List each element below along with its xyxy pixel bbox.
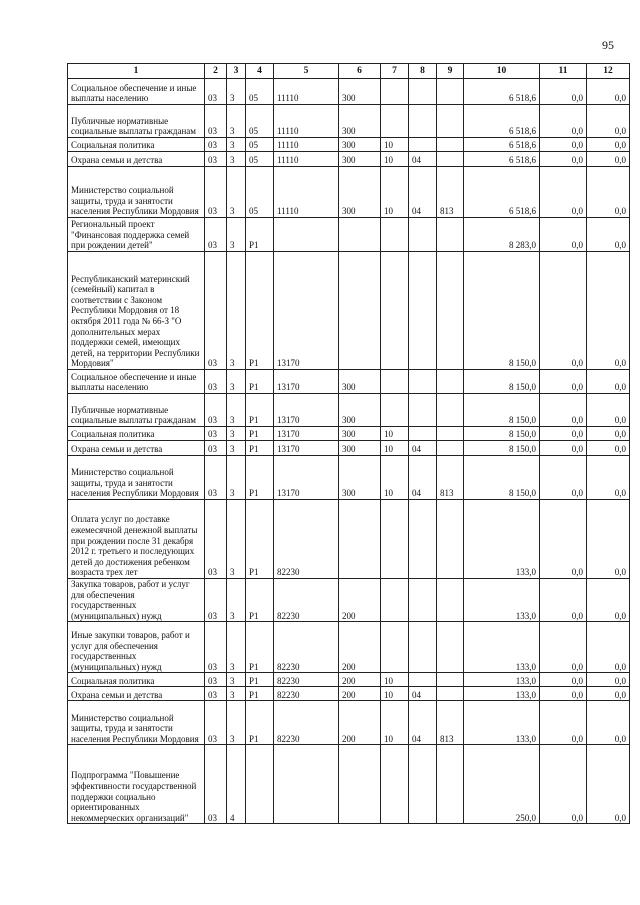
cell-col-8: 04: [409, 441, 437, 456]
cell-col-5: [274, 745, 339, 824]
row-name-cell: Республиканский материнский (семейный) капитал в соответствии с Законом Республики Мордовия от 18 октября 2011 года № 66-З "О дополнительных мерах поддержки семей, имеющих детей, на территории Республики Мордовия": [68, 252, 205, 370]
cell-col-9: [437, 394, 464, 427]
cell-col-10: 8 150,0: [464, 456, 540, 500]
cell-col-3: 3: [227, 500, 246, 579]
table-row: [68, 622, 630, 673]
cell-col-3: 3: [227, 138, 246, 152]
cell-col-4: P1: [246, 456, 274, 500]
column-header: 6: [339, 64, 381, 79]
cell-col-9: [437, 152, 464, 167]
table-row: [68, 441, 630, 456]
table-row: [68, 427, 630, 441]
cell-col-7: [381, 500, 409, 579]
cell-col-5: 11110: [274, 152, 339, 167]
cell-col-7: 10: [381, 167, 409, 218]
cell-col-4: P1: [246, 441, 274, 456]
column-header: 10: [464, 64, 540, 79]
cell-col-7: 10: [381, 441, 409, 456]
cell-col-7: [381, 394, 409, 427]
cell-col-7: 10: [381, 687, 409, 701]
table-row: [68, 252, 630, 370]
cell-col-2: 03: [205, 138, 227, 152]
cell-col-10: 133,0: [464, 701, 540, 745]
row-name-cell: Оплата услуг по доставке ежемесячной денежной выплаты при рождении после 31 декабря 2012 г. третьего и последующих детей до достижения ребенком возраста трех лет: [68, 500, 205, 579]
cell-col-3: 3: [227, 687, 246, 701]
row-name-cell: Социальная политика: [68, 427, 205, 441]
cell-col-3: 3: [227, 370, 246, 394]
cell-col-7: 10: [381, 673, 409, 687]
column-header: 7: [381, 64, 409, 79]
cell-col-5: 11110: [274, 167, 339, 218]
cell-col-10: 133,0: [464, 579, 540, 622]
cell-col-8: [409, 622, 437, 673]
cell-col-12: 0,0: [587, 673, 630, 687]
row-name-cell: Министерство социальной защиты, труда и занятости населения Республики Мордовия: [68, 167, 205, 218]
cell-col-4: 05: [246, 105, 274, 138]
cell-col-9: [437, 500, 464, 579]
cell-col-7: [381, 745, 409, 824]
cell-col-11: 0,0: [540, 673, 587, 687]
cell-col-2: 03: [205, 441, 227, 456]
table-row: [68, 745, 630, 824]
cell-col-12: 0,0: [587, 687, 630, 701]
table-row: [68, 687, 630, 701]
row-name-cell: Иные закупки товаров, работ и услуг для обеспечения государственных (муниципальных) нужд: [68, 622, 205, 673]
column-header: 1: [68, 64, 205, 79]
cell-col-4: P1: [246, 579, 274, 622]
cell-col-9: [437, 370, 464, 394]
cell-col-11: 0,0: [540, 500, 587, 579]
cell-col-9: [437, 427, 464, 441]
cell-col-2: 03: [205, 394, 227, 427]
cell-col-6: 200: [339, 673, 381, 687]
table-row: [68, 500, 630, 579]
cell-col-6: 300: [339, 79, 381, 105]
table-row: [68, 152, 630, 167]
cell-col-3: 3: [227, 152, 246, 167]
cell-col-11: 0,0: [540, 138, 587, 152]
cell-col-6: 300: [339, 138, 381, 152]
cell-col-8: [409, 105, 437, 138]
cell-col-6: [339, 500, 381, 579]
cell-col-9: [437, 218, 464, 252]
cell-col-10: 133,0: [464, 673, 540, 687]
cell-col-3: 3: [227, 218, 246, 252]
cell-col-9: [437, 441, 464, 456]
cell-col-10: 8 283,0: [464, 218, 540, 252]
cell-col-6: [339, 218, 381, 252]
row-name-cell: Публичные нормативные социальные выплаты гражданам: [68, 105, 205, 138]
cell-col-8: [409, 579, 437, 622]
cell-col-3: 3: [227, 441, 246, 456]
column-header: 2: [205, 64, 227, 79]
table-row: [68, 105, 630, 138]
cell-col-2: 03: [205, 687, 227, 701]
cell-col-5: 82230: [274, 687, 339, 701]
column-header: 3: [227, 64, 246, 79]
cell-col-5: 13170: [274, 456, 339, 500]
cell-col-10: 8 150,0: [464, 394, 540, 427]
row-name-cell: Региональный проект "Финансовая поддержка семей при рождении детей": [68, 218, 205, 252]
cell-col-6: 300: [339, 105, 381, 138]
row-name-cell: Закупка товаров, работ и услуг для обеспечения государственных (муниципальных) нужд: [68, 579, 205, 622]
row-name-cell: Социальное обеспечение и иные выплаты населению: [68, 79, 205, 105]
cell-col-8: 04: [409, 687, 437, 701]
cell-col-8: [409, 427, 437, 441]
cell-col-9: 813: [437, 701, 464, 745]
cell-col-2: 03: [205, 79, 227, 105]
cell-col-5: [274, 218, 339, 252]
cell-col-7: [381, 79, 409, 105]
cell-col-7: 10: [381, 456, 409, 500]
cell-col-12: 0,0: [587, 427, 630, 441]
cell-col-11: 0,0: [540, 79, 587, 105]
cell-col-6: 300: [339, 370, 381, 394]
cell-col-7: [381, 105, 409, 138]
cell-col-12: 0,0: [587, 701, 630, 745]
cell-col-12: 0,0: [587, 167, 630, 218]
cell-col-6: 300: [339, 427, 381, 441]
cell-col-5: 82230: [274, 579, 339, 622]
cell-col-8: [409, 138, 437, 152]
cell-col-3: 3: [227, 427, 246, 441]
cell-col-8: [409, 394, 437, 427]
cell-col-5: 13170: [274, 394, 339, 427]
cell-col-7: [381, 252, 409, 370]
cell-col-12: 0,0: [587, 441, 630, 456]
cell-col-9: [437, 79, 464, 105]
row-name-cell: Социальное обеспечение и иные выплаты населению: [68, 370, 205, 394]
cell-col-2: 03: [205, 105, 227, 138]
cell-col-4: P1: [246, 394, 274, 427]
cell-col-3: 4: [227, 745, 246, 824]
cell-col-12: 0,0: [587, 579, 630, 622]
cell-col-2: 03: [205, 456, 227, 500]
cell-col-9: [437, 252, 464, 370]
cell-col-12: 0,0: [587, 252, 630, 370]
cell-col-6: 200: [339, 687, 381, 701]
table-row: [68, 79, 630, 105]
cell-col-4: 05: [246, 152, 274, 167]
table-row: [68, 167, 630, 218]
cell-col-12: 0,0: [587, 370, 630, 394]
cell-col-9: [437, 687, 464, 701]
cell-col-9: [437, 673, 464, 687]
cell-col-9: [437, 745, 464, 824]
cell-col-10: 8 150,0: [464, 441, 540, 456]
cell-col-4: [246, 745, 274, 824]
cell-col-10: 6 518,6: [464, 79, 540, 105]
cell-col-3: 3: [227, 79, 246, 105]
cell-col-10: 133,0: [464, 622, 540, 673]
cell-col-6: 300: [339, 394, 381, 427]
row-name-cell: Министерство социальной защиты, труда и занятости населения Республики Мордовия: [68, 456, 205, 500]
cell-col-3: 3: [227, 105, 246, 138]
cell-col-8: [409, 673, 437, 687]
row-name-cell: Социальная политика: [68, 673, 205, 687]
cell-col-7: [381, 218, 409, 252]
page-number: 95: [602, 38, 614, 52]
cell-col-7: 10: [381, 701, 409, 745]
cell-col-12: 0,0: [587, 456, 630, 500]
budget-table: [67, 63, 630, 824]
cell-col-7: 10: [381, 427, 409, 441]
cell-col-5: 82230: [274, 701, 339, 745]
cell-col-2: 03: [205, 500, 227, 579]
cell-col-4: P1: [246, 218, 274, 252]
cell-col-10: 6 518,6: [464, 105, 540, 138]
cell-col-12: 0,0: [587, 500, 630, 579]
row-name-cell: Министерство социальной защиты, труда и занятости населения Республики Мордовия: [68, 701, 205, 745]
cell-col-11: 0,0: [540, 745, 587, 824]
cell-col-8: 04: [409, 456, 437, 500]
cell-col-10: 133,0: [464, 500, 540, 579]
cell-col-12: 0,0: [587, 218, 630, 252]
cell-col-2: 03: [205, 673, 227, 687]
cell-col-5: 82230: [274, 622, 339, 673]
cell-col-3: 3: [227, 673, 246, 687]
cell-col-12: 0,0: [587, 79, 630, 105]
cell-col-10: 6 518,6: [464, 152, 540, 167]
cell-col-4: P1: [246, 370, 274, 394]
cell-col-5: 82230: [274, 673, 339, 687]
cell-col-11: 0,0: [540, 579, 587, 622]
cell-col-11: 0,0: [540, 152, 587, 167]
cell-col-10: 250,0: [464, 745, 540, 824]
cell-col-4: P1: [246, 673, 274, 687]
cell-col-12: 0,0: [587, 152, 630, 167]
cell-col-4: P1: [246, 252, 274, 370]
cell-col-8: [409, 218, 437, 252]
cell-col-4: 05: [246, 138, 274, 152]
table-row: [68, 218, 630, 252]
cell-col-12: 0,0: [587, 745, 630, 824]
cell-col-3: 3: [227, 456, 246, 500]
cell-col-7: [381, 370, 409, 394]
cell-col-11: 0,0: [540, 701, 587, 745]
cell-col-11: 0,0: [540, 622, 587, 673]
cell-col-6: 200: [339, 701, 381, 745]
header-row: [68, 64, 630, 79]
cell-col-8: [409, 370, 437, 394]
cell-col-5: 11110: [274, 105, 339, 138]
column-header: 11: [540, 64, 587, 79]
column-header: 12: [587, 64, 630, 79]
cell-col-11: 0,0: [540, 427, 587, 441]
cell-col-11: 0,0: [540, 370, 587, 394]
cell-col-5: 82230: [274, 500, 339, 579]
cell-col-8: [409, 745, 437, 824]
cell-col-8: [409, 79, 437, 105]
cell-col-7: 10: [381, 138, 409, 152]
cell-col-11: 0,0: [540, 218, 587, 252]
cell-col-12: 0,0: [587, 138, 630, 152]
cell-col-5: 13170: [274, 427, 339, 441]
table-row: [68, 370, 630, 394]
cell-col-4: 05: [246, 167, 274, 218]
cell-col-8: 04: [409, 152, 437, 167]
cell-col-2: 03: [205, 167, 227, 218]
cell-col-9: [437, 105, 464, 138]
cell-col-9: [437, 138, 464, 152]
cell-col-6: 300: [339, 456, 381, 500]
row-name-cell: Публичные нормативные социальные выплаты гражданам: [68, 394, 205, 427]
row-name-cell: Охрана семьи и детства: [68, 152, 205, 167]
cell-col-10: 6 518,6: [464, 167, 540, 218]
cell-col-5: 11110: [274, 79, 339, 105]
table-row: [68, 579, 630, 622]
table-row: [68, 138, 630, 152]
cell-col-10: 8 150,0: [464, 427, 540, 441]
cell-col-4: P1: [246, 427, 274, 441]
cell-col-12: 0,0: [587, 394, 630, 427]
cell-col-6: [339, 745, 381, 824]
cell-col-11: 0,0: [540, 687, 587, 701]
cell-col-7: [381, 622, 409, 673]
cell-col-11: 0,0: [540, 252, 587, 370]
cell-col-11: 0,0: [540, 105, 587, 138]
cell-col-2: 03: [205, 370, 227, 394]
cell-col-2: 03: [205, 427, 227, 441]
table-row: [68, 394, 630, 427]
cell-col-9: [437, 579, 464, 622]
cell-col-10: 8 150,0: [464, 252, 540, 370]
cell-col-2: 03: [205, 152, 227, 167]
cell-col-4: P1: [246, 687, 274, 701]
cell-col-3: 3: [227, 622, 246, 673]
cell-col-6: 200: [339, 579, 381, 622]
cell-col-11: 0,0: [540, 167, 587, 218]
column-header: 8: [409, 64, 437, 79]
cell-col-6: 300: [339, 441, 381, 456]
cell-col-4: P1: [246, 500, 274, 579]
cell-col-7: [381, 579, 409, 622]
cell-col-11: 0,0: [540, 441, 587, 456]
cell-col-2: 03: [205, 701, 227, 745]
cell-col-4: P1: [246, 622, 274, 673]
cell-col-12: 0,0: [587, 105, 630, 138]
cell-col-8: 04: [409, 167, 437, 218]
cell-col-6: [339, 252, 381, 370]
cell-col-5: 13170: [274, 441, 339, 456]
cell-col-6: 200: [339, 622, 381, 673]
column-header: 5: [274, 64, 339, 79]
table-row: [68, 673, 630, 687]
cell-col-12: 0,0: [587, 622, 630, 673]
cell-col-3: 3: [227, 394, 246, 427]
cell-col-3: 3: [227, 701, 246, 745]
cell-col-4: 05: [246, 79, 274, 105]
cell-col-8: [409, 500, 437, 579]
cell-col-3: 3: [227, 167, 246, 218]
row-name-cell: Подпрограмма "Повышение эффективности государственной поддержки социально ориентированных некоммерческих организаций": [68, 745, 205, 824]
column-header: 4: [246, 64, 274, 79]
cell-col-11: 0,0: [540, 394, 587, 427]
cell-col-8: 04: [409, 701, 437, 745]
cell-col-5: 11110: [274, 138, 339, 152]
cell-col-9: 813: [437, 456, 464, 500]
cell-col-6: 300: [339, 152, 381, 167]
row-name-cell: Охрана семьи и детства: [68, 687, 205, 701]
cell-col-10: 6 518,6: [464, 138, 540, 152]
cell-col-2: 03: [205, 218, 227, 252]
cell-col-10: 133,0: [464, 687, 540, 701]
cell-col-9: 813: [437, 167, 464, 218]
column-header: 9: [437, 64, 464, 79]
cell-col-3: 3: [227, 252, 246, 370]
cell-col-2: 03: [205, 579, 227, 622]
cell-col-3: 3: [227, 579, 246, 622]
cell-col-4: P1: [246, 701, 274, 745]
cell-col-6: 300: [339, 167, 381, 218]
cell-col-8: [409, 252, 437, 370]
cell-col-7: 10: [381, 152, 409, 167]
table-row: [68, 456, 630, 500]
cell-col-2: 03: [205, 745, 227, 824]
cell-col-9: [437, 622, 464, 673]
cell-col-2: 03: [205, 622, 227, 673]
cell-col-11: 0,0: [540, 456, 587, 500]
table-row: [68, 701, 630, 745]
row-name-cell: Социальная политика: [68, 138, 205, 152]
cell-col-10: 8 150,0: [464, 370, 540, 394]
cell-col-5: 13170: [274, 252, 339, 370]
row-name-cell: Охрана семьи и детства: [68, 441, 205, 456]
cell-col-2: 03: [205, 252, 227, 370]
cell-col-5: 13170: [274, 370, 339, 394]
